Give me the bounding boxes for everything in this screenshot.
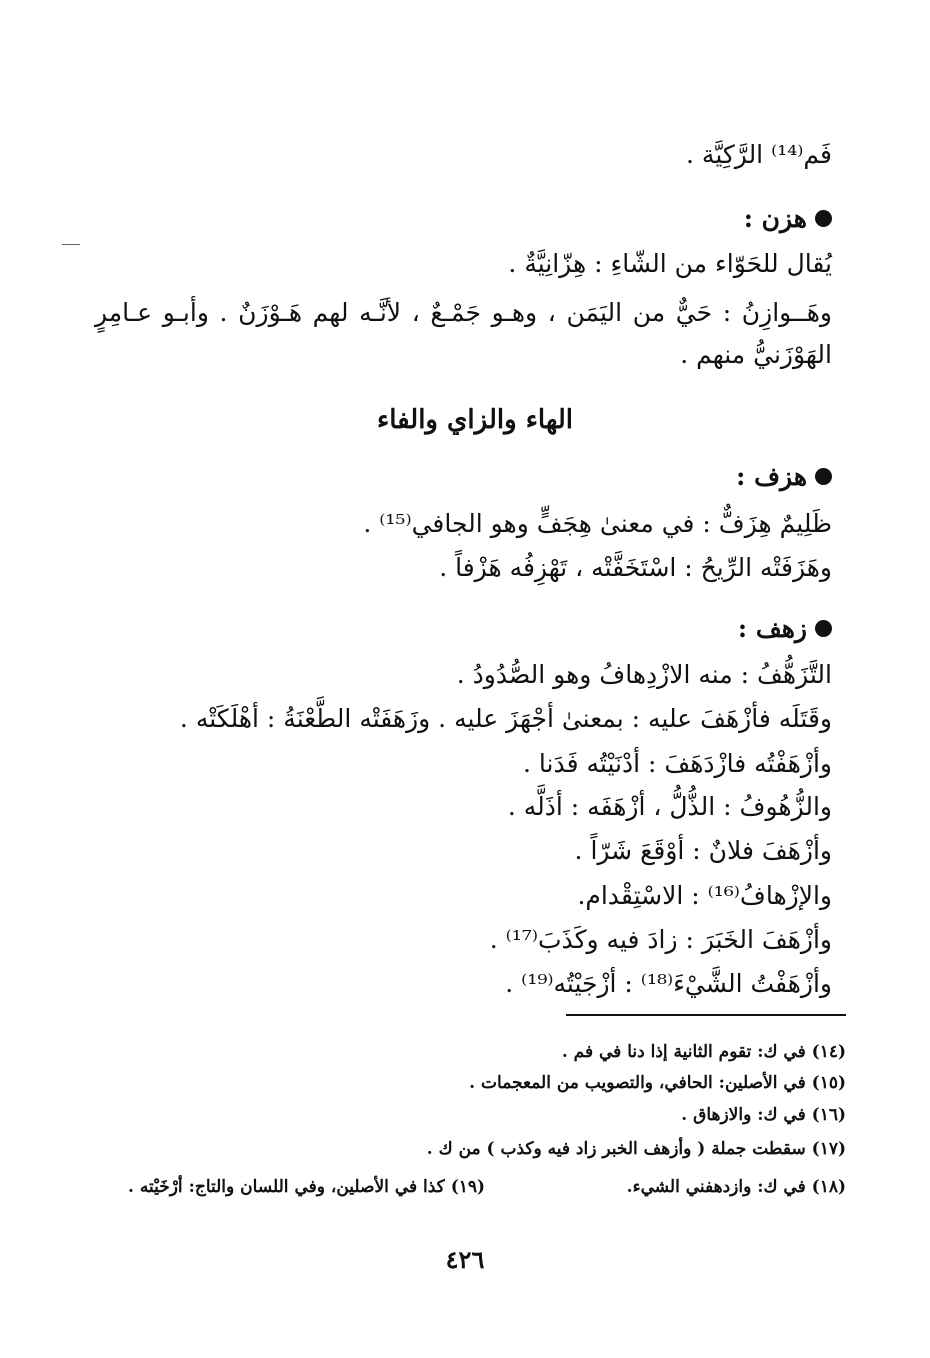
- entry-heading-hazn: [95, 198, 832, 240]
- entry-heading-label: هزف :: [736, 462, 807, 491]
- footnote-18: (١٨) في ك: وازدهفني الشيء.: [626, 1177, 846, 1197]
- text-line: وقَتَلَه فأزْهَفَ عليه : بمعنىٰ أجْهَزَ عليه . وزَهَفَتْه الطَّعْنَةُ : أهْلَكَتْه .: [179, 704, 832, 733]
- footnote-19: (١٩) كذا في الأصلين، وفي اللسان والتاج: أرْخَيْته .: [128, 1177, 486, 1197]
- entry-heading-label: زهف :: [737, 614, 807, 643]
- footnote-separator: [566, 1014, 846, 1016]
- footnote-14: (١٤) في ك: تقوم الثانية إذا دنا في فم .: [561, 1042, 846, 1062]
- entry-heading-hazf: [95, 456, 832, 498]
- text-line: وهَــوازِنُ : حَيٌّ من اليَمَن ، وهـو جَمْـعٌ ، لأنَّـه لهم هَـوْزَنٌ . وأبـو عـامِرٍ: [95, 298, 832, 327]
- footnote-15: (١٥) في الأصلين: الحافي، والتصويب من المعجمات .: [469, 1073, 846, 1093]
- bullet-icon: [815, 620, 832, 637]
- footnote-16: (١٦) في ك: والازهاق .: [681, 1105, 846, 1125]
- margin-mark: [62, 244, 80, 245]
- text-line: وأزْهَفْتُه فازْدَهَفَ : أدْنَيْتُه فَدَنا .: [523, 749, 832, 778]
- entry-heading-label: هزن :: [743, 204, 807, 233]
- page-number: ٤٢٦: [445, 1245, 485, 1274]
- footnote-17: (١٧) سقطت جملة ( وأزهف الخبر زاد فيه وكذب ) من ك .: [426, 1139, 846, 1159]
- text-line: الهَوْزَنيُّ منهم .: [680, 340, 832, 369]
- footnote-row-18-19: [128, 1172, 846, 1202]
- text-line: وأزْهَفَ فلانٌ : أوْقَعَ شَرّاً .: [574, 836, 832, 865]
- text-line: ظَلِيمٌ هِزَفٌّ : في معنىٰ هِجَفٍّ وهو الجافي⁽¹⁵⁾ .: [363, 509, 832, 538]
- text-line: التَّزَهُّفُ : منه الازْدِهافُ وهو الصُّدُودُ .: [456, 660, 832, 689]
- text-line: والإزْهافُ⁽¹⁶⁾ : الاسْتِقْدام.: [577, 881, 832, 910]
- bullet-icon: [815, 468, 832, 485]
- bullet-icon: [815, 210, 832, 227]
- text-line: والزُّهُوفُ : الذُّلُّ ، أزْهَفَه : أذَلَّه .: [507, 792, 832, 821]
- text-line: يُقال للحَوّاء من الشّاءِ : هِزّانِيَّةٌ .: [508, 249, 832, 278]
- text-line: فَم⁽¹⁴⁾ الرَّكِيَّة .: [686, 140, 832, 169]
- text-line: وأزْهَفَ الخَبَرَ : زادَ فيه وكَذَبَ⁽¹⁷⁾ .: [489, 925, 832, 954]
- entry-heading-zahf: [95, 608, 832, 650]
- text-line: وأزْهَفْتُ الشَّيْءَ⁽¹⁸⁾ : أزْجَيْتُه⁽¹⁹⁾ .: [505, 969, 832, 998]
- section-title: الهاء والزاي والفاء: [376, 405, 573, 435]
- text-line: وهَزَفَتْه الرِّيحُ : اسْتَخَفَّتْه ، تَهْزِفُه هَزْفاً .: [439, 553, 832, 582]
